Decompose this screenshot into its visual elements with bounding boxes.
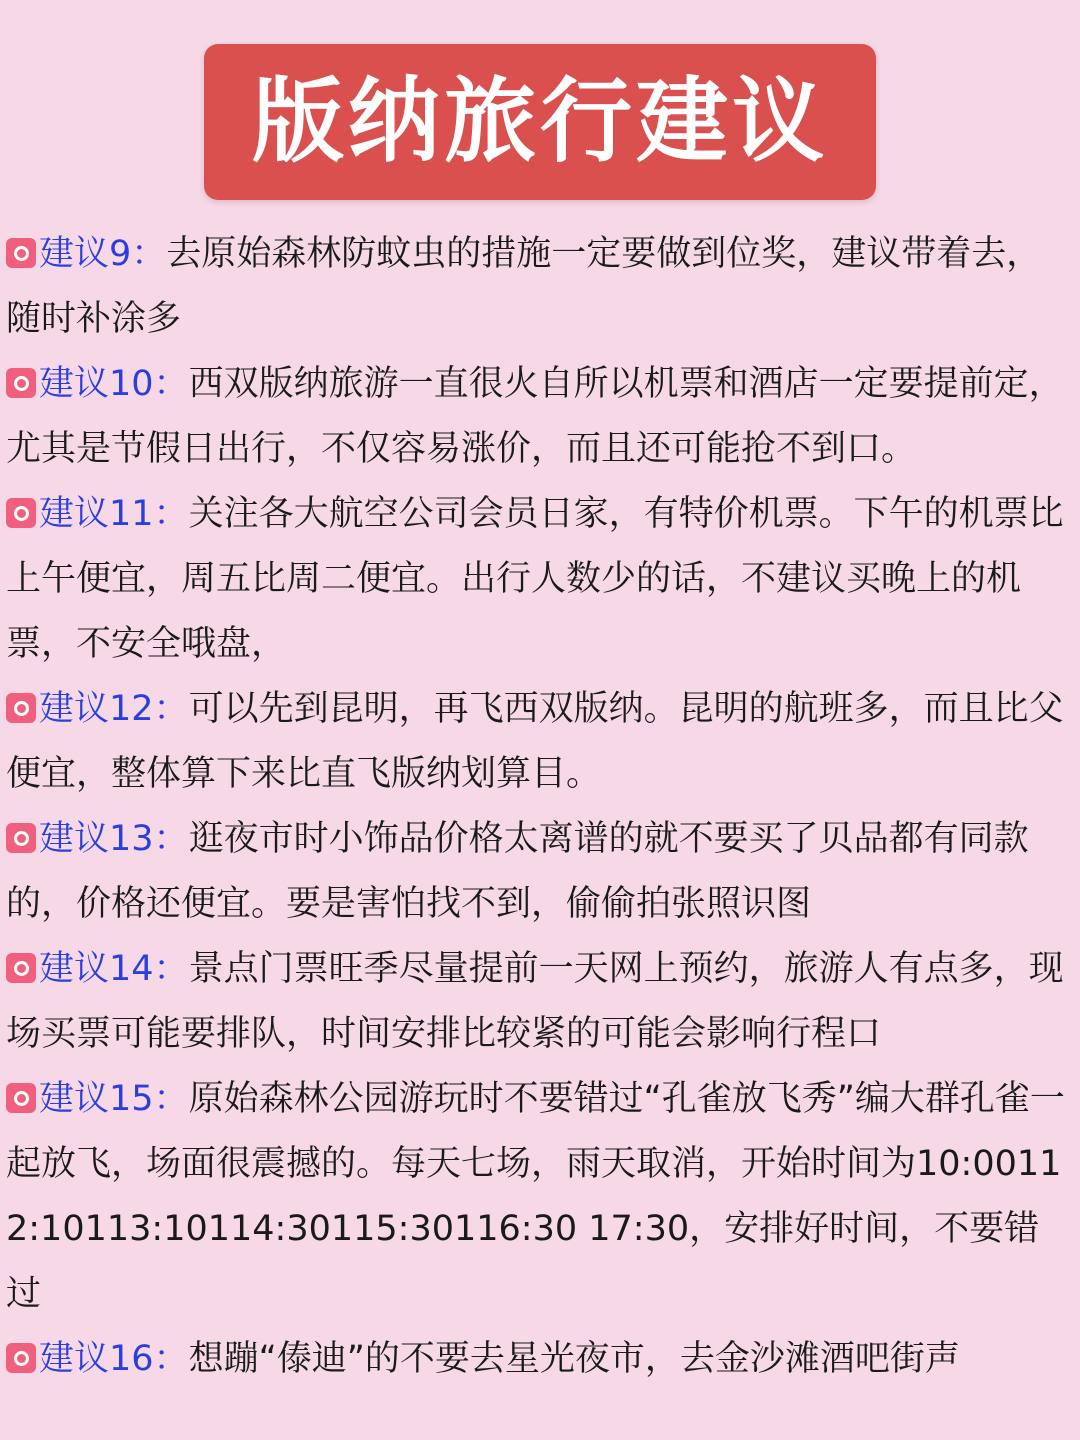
circle-marker-icon [6,693,36,723]
tip-item [6,807,1074,937]
tip-separator: ： [153,689,189,729]
circle-marker-icon [6,1083,36,1113]
tip-label: 建议10 [39,364,154,404]
tips-list [6,222,1074,1392]
page-title: 版纳旅行建议 [251,68,828,175]
tip-separator: ： [153,494,189,534]
tip-text: 想蹦“傣迪”的不要去星光夜市，去金沙滩酒吧街声 [188,1339,960,1379]
tip-text: 西双版纳旅游一直很火自所以机票和酒店一定要提前定，尤其是节假日出行，不仅容易涨价，而且还可能抢不到口。 [6,364,1064,469]
tip-text: 去原始森林防蚊虫的措施一定要做到位奖，建议带着去，随时补涂多 [6,234,1042,339]
circle-marker-icon [6,368,36,398]
tip-item [6,937,1074,1067]
tip-item [6,352,1074,482]
tip-label: 建议11 [39,494,154,534]
tip-text: 关注各大航空公司会员日家，有特价机票。下午的机票比上午便宜，周五比周二便宜。出行人数少的话，不建议买晚上的机票，不安全哦盘， [6,494,1064,664]
tip-item [6,482,1074,677]
tip-label: 建议16 [39,1339,154,1379]
circle-marker-icon [6,238,36,268]
circle-marker-icon [6,1343,36,1373]
tip-label: 建议15 [39,1079,154,1119]
tip-label: 建议14 [39,949,154,989]
tip-text: 可以先到昆明，再飞西双版纳。昆明的航班多，而且比父便宜，整体算下来比直飞版纳划算目。 [6,689,1064,794]
tip-label: 建议13 [39,819,154,859]
circle-marker-icon [6,823,36,853]
tip-separator: ： [153,1079,189,1119]
tip-separator: ： [153,364,189,404]
tip-item [6,677,1074,807]
tip-label: 建议9 [39,234,132,274]
circle-marker-icon [6,953,36,983]
tip-text: 原始森林公园游玩时不要错过“孔雀放飞秀”编大群孔雀一起放飞，场面很震撼的。每天七场，雨天取消，开始时间为10:00112:10113:10114:30115:30116:30 17:30，安排好时间，不要错过 [6,1079,1065,1314]
tip-item [6,1067,1074,1327]
tip-separator: ： [153,819,189,859]
title-banner [204,44,876,200]
tip-separator: ： [131,234,167,274]
tip-separator: ： [153,1339,189,1379]
tip-item [6,222,1074,352]
tip-item [6,1327,1074,1392]
circle-marker-icon [6,498,36,528]
tip-label: 建议12 [39,689,154,729]
tip-text: 逛夜市时小饰品价格太离谱的就不要买了贝品都有同款的，价格还便宜。要是害怕找不到，偷偷拍张照识图 [6,819,1029,924]
tip-separator: ： [153,949,189,989]
tip-text: 景点门票旺季尽量提前一天网上预约，旅游人有点多，现场买票可能要排队，时间安排比较紧的可能会影响行程口 [6,949,1064,1054]
